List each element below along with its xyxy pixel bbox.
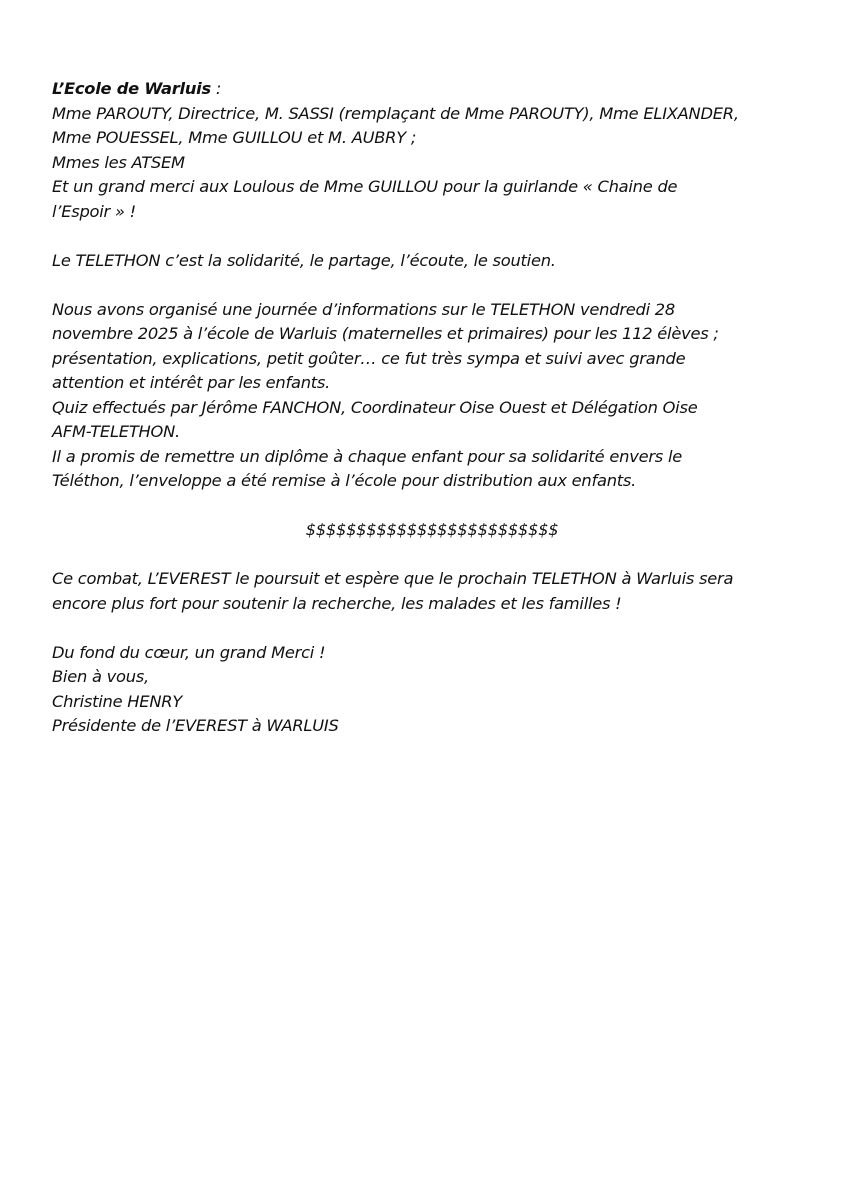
info-line: novembre 2025 à l’école de Warluis (maternelles et primaires) pour les 112 élèves ;	[52, 324, 719, 343]
info-line: Quiz effectués par Jérôme FANCHON, Coordinateur Oise Ouest et Délégation Oise	[52, 397, 698, 417]
school-heading: L’Ecole de Warluis	[52, 79, 211, 98]
signer-title: Présidente de l’EVEREST à WARLUIS	[52, 716, 339, 735]
school-heading-suffix: :	[210, 79, 222, 98]
school-line: Mme PAROUTY, Directrice, M. SASSI (remplaçant de Mme PAROUTY), Mme ELIXANDER,	[52, 103, 739, 123]
school-line: l’Espoir » !	[52, 201, 136, 221]
info-line: présentation, explications, petit goûter… ce fut très sympa et suivi avec grande	[52, 348, 686, 368]
info-line: AFM-TELETHON.	[52, 422, 180, 441]
info-day-paragraph	[52, 298, 812, 494]
info-line: Nous avons organisé une journée d’informations sur le TELETHON vendredi 28	[52, 299, 676, 319]
dollar-separator: $$$$$$$$$$$$$$$$$$$$$$$$$	[305, 520, 559, 539]
info-line: Téléthon, l’enveloppe a été remise à l’école pour distribution aux enfants.	[52, 471, 637, 490]
school-acknowledgement	[52, 77, 812, 224]
info-line: Il a promis de remettre un diplôme à chaque enfant pour sa solidarité envers le	[52, 446, 683, 466]
closing-thanks: Du fond du cœur, un grand Merci !	[52, 642, 326, 662]
combat-line: Ce combat, L’EVEREST le poursuit et espère que le prochain TELETHON à Warluis sera	[52, 569, 734, 588]
combat-line: encore plus fort pour soutenir la recherche, les malades et les familles !	[52, 593, 622, 613]
info-line: attention et intérêt par les enfants.	[52, 373, 331, 392]
combat-paragraph	[52, 567, 812, 616]
closing-signature	[52, 641, 812, 739]
separator-paragraph	[52, 518, 812, 543]
school-line: Et un grand merci aux Loulous de Mme GUILLOU pour la guirlande « Chaine de	[52, 177, 678, 196]
school-line: Mmes les ATSEM	[52, 152, 185, 172]
letter-body	[52, 77, 812, 763]
closing-regards: Bien à vous,	[52, 667, 149, 686]
solidarity-paragraph	[52, 249, 812, 274]
solidarity-line: Le TELETHON c’est la solidarité, le partage, l’écoute, le soutien.	[52, 250, 556, 270]
school-heading-line	[52, 77, 812, 102]
school-line: Mme POUESSEL, Mme GUILLOU et M. AUBRY ;	[52, 128, 417, 147]
signer-name: Christine HENRY	[52, 691, 183, 711]
